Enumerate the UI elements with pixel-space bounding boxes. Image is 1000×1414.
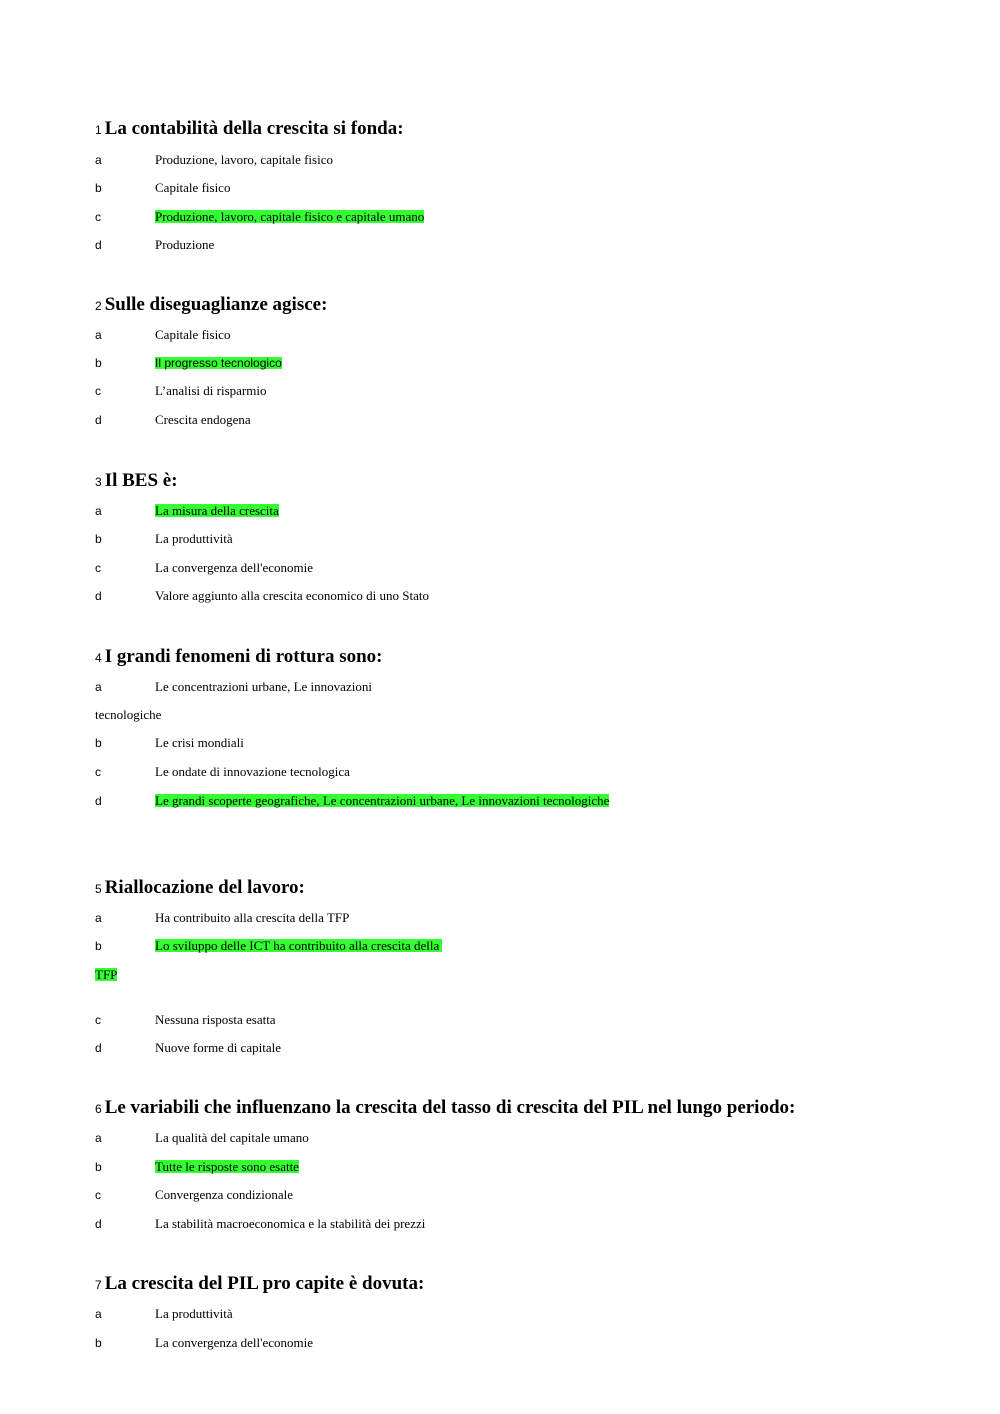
question-6-title	[95, 1098, 795, 1117]
question-number: 1	[95, 123, 102, 137]
question-number: 2	[95, 299, 102, 313]
option-letter: c	[95, 1013, 101, 1027]
option-letter: c	[95, 765, 101, 779]
option-text-continuation: tecnologiche	[95, 707, 162, 722]
question-text: Sulle diseguaglianze agisce:	[104, 294, 328, 315]
option-letter: c	[95, 1188, 101, 1202]
question-number: 4	[95, 651, 102, 665]
question-number: 6	[95, 1102, 102, 1116]
option-letter: a	[95, 328, 102, 342]
question-4-title	[95, 647, 383, 666]
question-text: La contabilità della crescita si fonda:	[104, 118, 404, 139]
option-text: Capitale fisico	[155, 327, 231, 342]
option-letter: a	[95, 1307, 102, 1321]
correct-option-text: Lo sviluppo delle ICT ha contribuito alla crescita della	[155, 938, 443, 953]
question-1-title	[95, 119, 404, 138]
question-text: I grandi fenomeni di rottura sono:	[104, 646, 383, 667]
option-letter: d	[95, 794, 102, 808]
option-text: Le concentrazioni urbane, Le innovazioni	[155, 679, 372, 694]
question-text: Il BES è:	[104, 470, 178, 491]
option-text: L’analisi di risparmio	[155, 383, 267, 398]
option-text: Crescita endogena	[155, 412, 251, 427]
option-text: Nessuna risposta esatta	[155, 1012, 276, 1027]
option-letter: d	[95, 413, 102, 427]
question-text: La crescita del PIL pro capite è dovuta:	[104, 1273, 425, 1294]
option-text: Nuove forme di capitale	[155, 1040, 281, 1055]
question-5-title	[95, 878, 305, 897]
option-text: Le ondate di innovazione tecnologica	[155, 764, 350, 779]
correct-option-text: Produzione, lavoro, capitale fisico e capitale umano	[155, 209, 425, 224]
correct-option-text: La misura della crescita	[155, 503, 279, 518]
option-text: Le crisi mondiali	[155, 735, 244, 750]
correct-option-text: Il progresso tecnologico	[155, 356, 282, 370]
option-letter: b	[95, 356, 102, 370]
option-text: La produttività	[155, 531, 233, 546]
option-letter: b	[95, 181, 102, 195]
option-text: Capitale fisico	[155, 180, 231, 195]
option-text: La convergenza dell'economie	[155, 1335, 314, 1350]
question-number: 7	[95, 1278, 102, 1292]
question-2-title	[95, 295, 327, 314]
option-text: La produttività	[155, 1306, 233, 1321]
question-number: 5	[95, 882, 102, 896]
option-text: Valore aggiunto alla crescita economico di uno Stato	[155, 588, 429, 603]
question-7-title	[95, 1274, 424, 1293]
option-letter: a	[95, 911, 102, 925]
option-letter: a	[95, 680, 102, 694]
option-letter: c	[95, 210, 101, 224]
question-text: Le variabili che influenzano la crescita del tasso di crescita del PIL nel lungo periodo:	[104, 1097, 796, 1118]
option-letter: d	[95, 589, 102, 603]
question-3-title	[95, 471, 178, 490]
question-number: 3	[95, 475, 102, 489]
option-letter: d	[95, 238, 102, 252]
option-letter: a	[95, 504, 102, 518]
option-letter: a	[95, 1131, 102, 1145]
correct-option-text: Le grandi scoperte geografiche, Le concentrazioni urbane, Le innovazioni tecnologiche	[155, 793, 610, 808]
option-text: Ha contribuito alla crescita della TFP	[155, 910, 350, 925]
option-letter: b	[95, 1160, 102, 1174]
option-text: Convergenza condizionale	[155, 1187, 294, 1202]
question-text: Riallocazione del lavoro:	[104, 877, 305, 898]
option-letter: b	[95, 1336, 102, 1350]
option-letter: b	[95, 736, 102, 750]
option-text: Produzione, lavoro, capitale fisico	[155, 152, 333, 167]
option-text: La stabilità macroeconomica e la stabilità dei prezzi	[155, 1216, 426, 1231]
option-letter: d	[95, 1217, 102, 1231]
option-letter: c	[95, 384, 101, 398]
option-letter: b	[95, 532, 102, 546]
correct-option-text-continuation: TFP	[95, 967, 118, 982]
option-letter: b	[95, 939, 102, 953]
option-text: Produzione	[155, 237, 215, 252]
option-letter: a	[95, 153, 102, 167]
option-text: La qualità del capitale umano	[155, 1130, 309, 1145]
option-letter: c	[95, 561, 101, 575]
option-letter: d	[95, 1041, 102, 1055]
correct-option-text: Tutte le risposte sono esatte	[155, 1159, 299, 1174]
option-text: La convergenza dell'economie	[155, 560, 314, 575]
